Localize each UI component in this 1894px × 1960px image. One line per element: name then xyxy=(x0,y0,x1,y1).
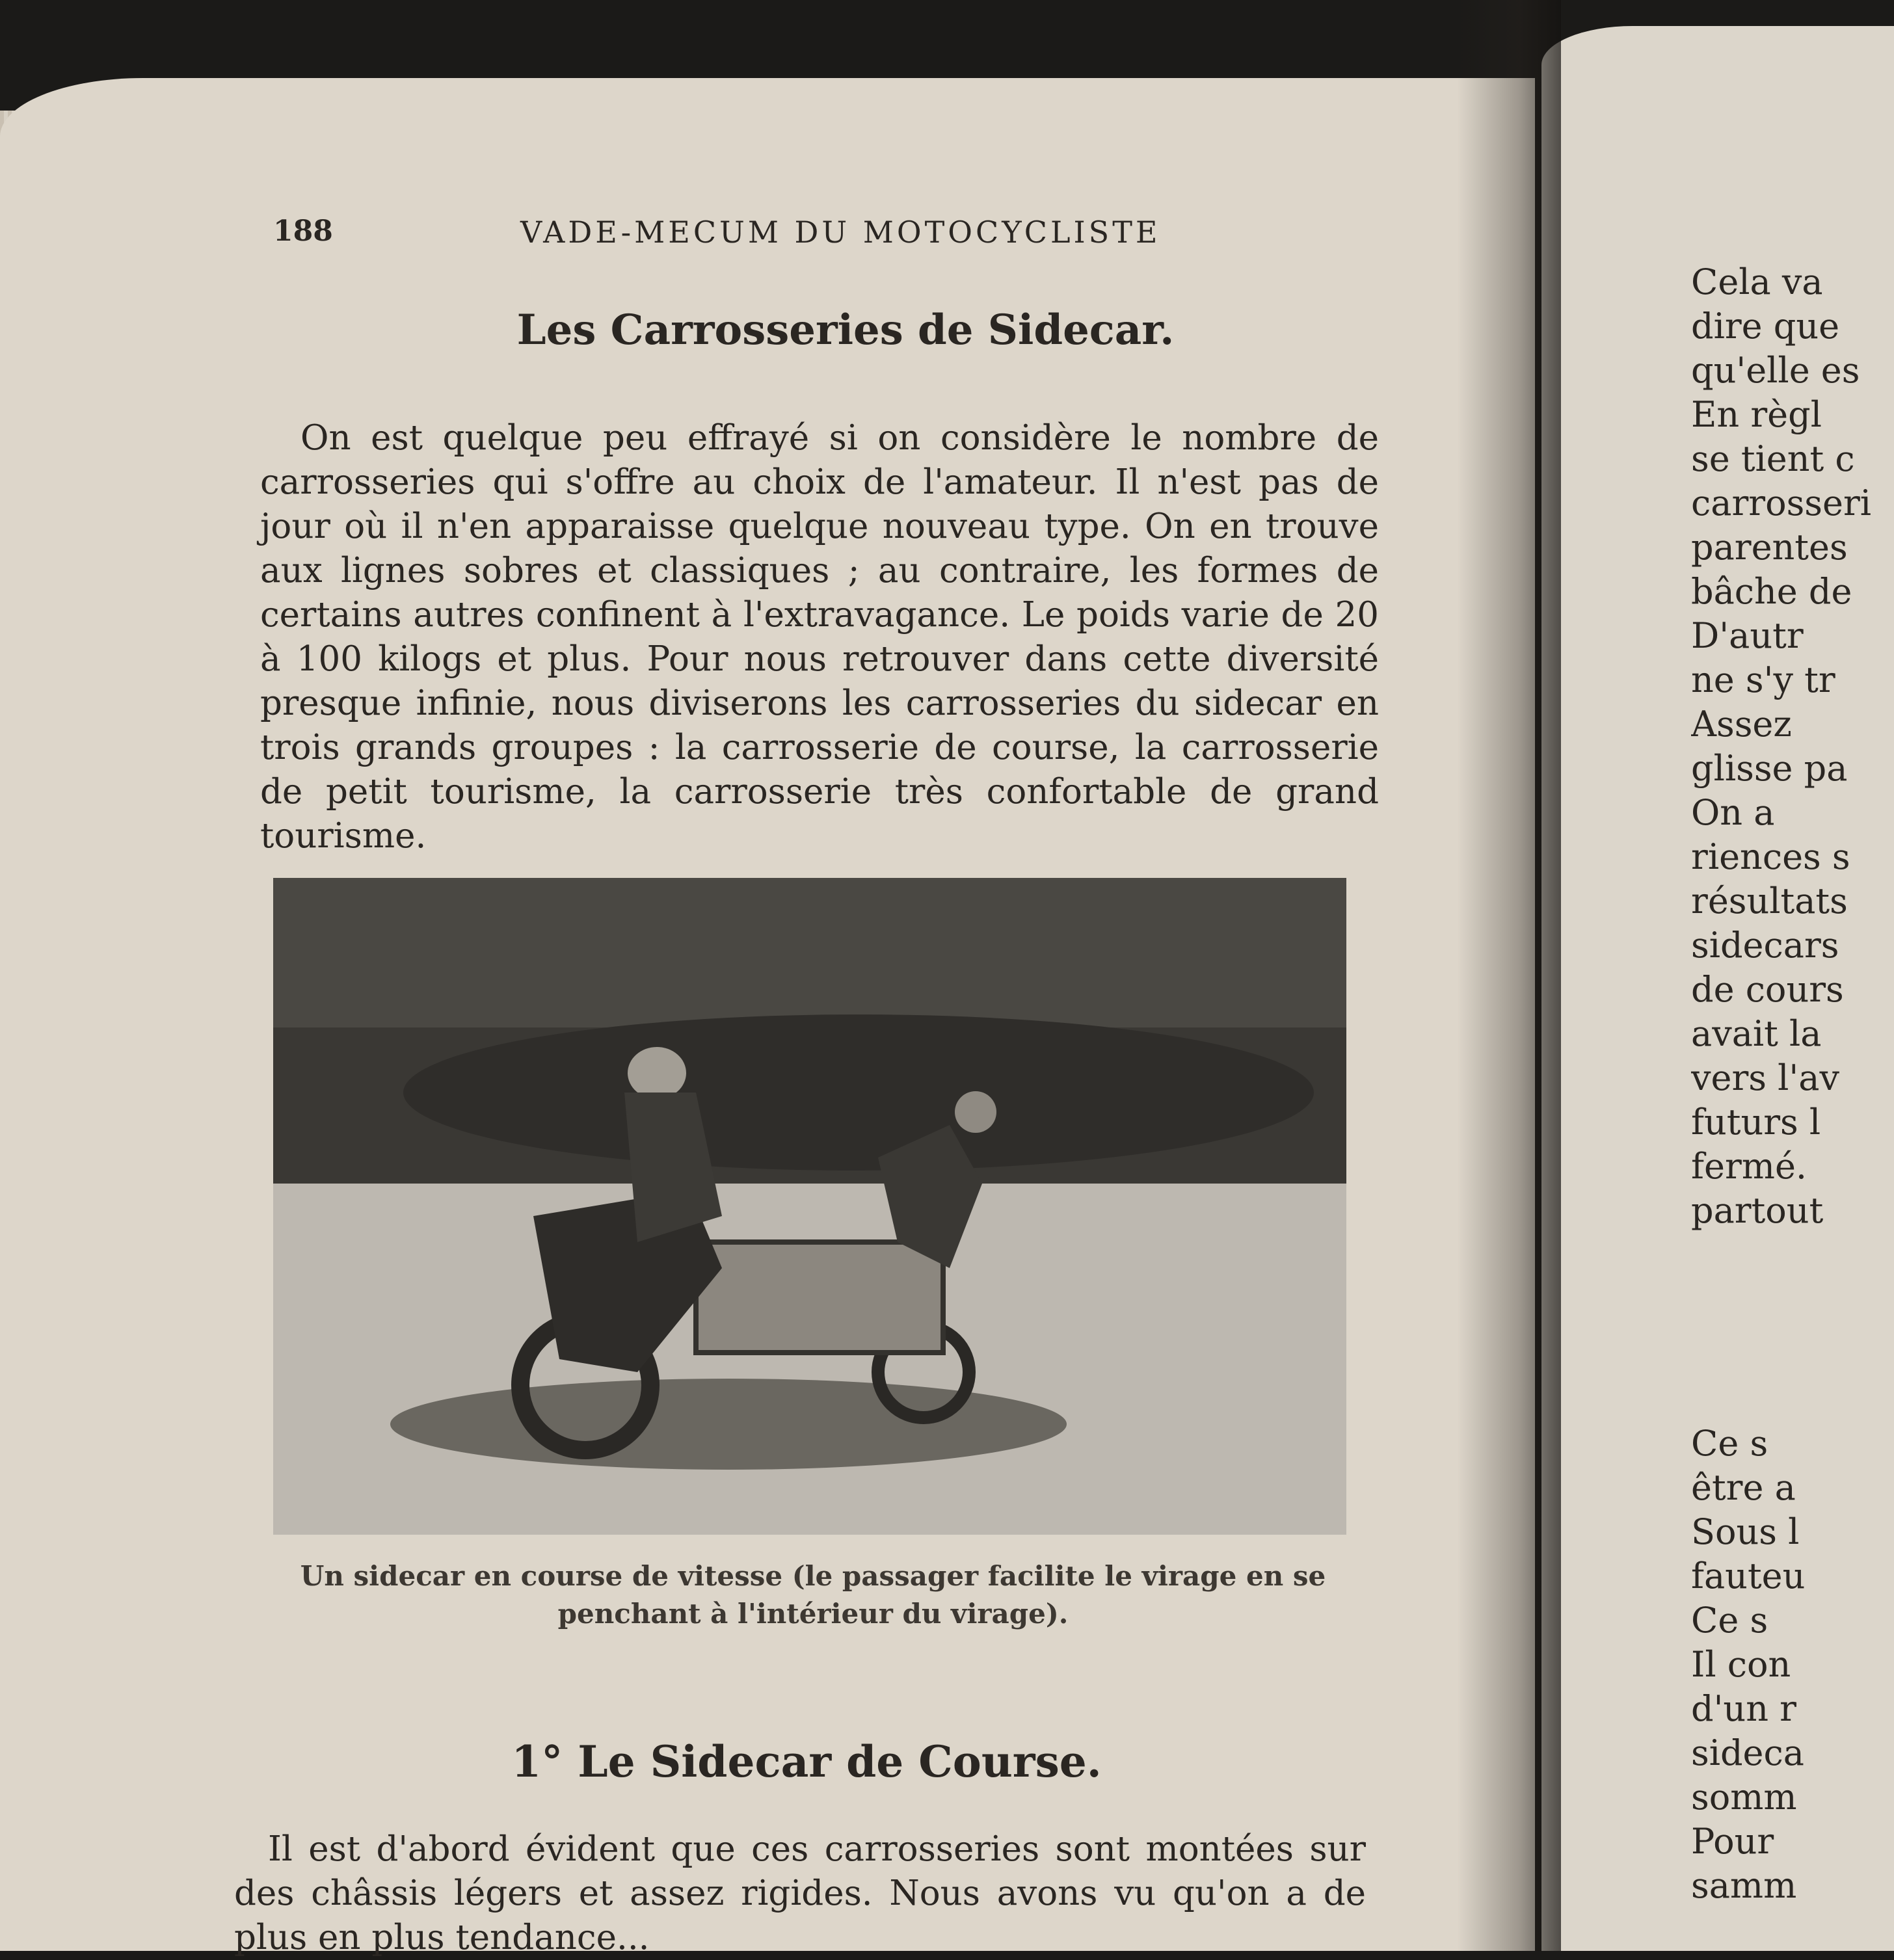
right-line: D'autr xyxy=(1691,615,1804,656)
page-number: 188 xyxy=(273,215,333,248)
right-line: se tient c xyxy=(1691,438,1855,479)
right-line: dire que xyxy=(1691,306,1840,347)
right-line: somm xyxy=(1691,1777,1797,1818)
running-header xyxy=(273,215,1457,254)
sidecar-race-photo xyxy=(273,878,1346,1535)
right-line: qu'elle es xyxy=(1691,350,1860,391)
right-line: de cours xyxy=(1691,969,1844,1010)
section-title: 1° Le Sidecar de Course. xyxy=(511,1736,1102,1787)
right-line: bâche de xyxy=(1691,571,1852,612)
right-line: être a xyxy=(1691,1467,1796,1508)
right-line: En règl xyxy=(1691,394,1822,435)
right-line: avait la xyxy=(1691,1013,1822,1054)
right-line: riences s xyxy=(1691,836,1850,877)
right-line: Assez xyxy=(1691,704,1792,745)
right-gap xyxy=(1691,1233,1894,1422)
intro-paragraph: On est quelque peu effrayé si on considère le nombre de carrosseries qui s'offre au choix de l'amateur. Il n'est pas de jour où il n'en apparaisse quelque nouveau type. On en trouve aux lignes sobres et classiques ; au contraire, les formes de certains autres confinent à l'extravagance. Le poids varie de 20 à 100 kilogs et plus. Pour nous retrouver dans cette diversité presque infinie, nous diviserons les carrosseries du sidecar en trois grands groupes : la carrosserie de course, la carrosserie de petit tourisme, la carrosserie très confortable de grand tourisme. xyxy=(260,418,1379,856)
right-line: ne s'y tr xyxy=(1691,659,1835,700)
right-line: Cela va xyxy=(1691,261,1823,302)
right-line: sideca xyxy=(1691,1732,1804,1773)
course-paragraph: Il est d'abord évident que ces carrosseries sont montées sur des châssis légers et assez rigides. Nous avons vu qu'on a de plus en plus tendance... xyxy=(234,1829,1366,1957)
right-line: Ce s xyxy=(1691,1423,1768,1464)
right-line: vers l'av xyxy=(1691,1057,1839,1098)
right-line: carrosseri xyxy=(1691,483,1872,523)
right-line: Pour xyxy=(1691,1821,1774,1862)
right-line: fermé. xyxy=(1691,1146,1807,1187)
page-title: Les Carrosseries de Sidecar. xyxy=(516,306,1175,354)
right-line: parentes xyxy=(1691,527,1848,568)
sidecar-race-illustration xyxy=(273,878,1346,1535)
photo-caption: Un sidecar en course de vitesse (le passager facilite le virage en se penchant à l'intérieur du virage). xyxy=(300,1560,1326,1630)
right-line: On a xyxy=(1691,792,1775,833)
right-line: futurs l xyxy=(1691,1102,1821,1143)
running-header-title: VADE-MECUM DU MOTOCYCLISTE xyxy=(520,215,1161,250)
book-gutter xyxy=(1457,0,1561,1951)
right-line: sidecars xyxy=(1691,925,1839,966)
right-page-text xyxy=(1691,260,1894,1908)
right-line: Ce s xyxy=(1691,1600,1768,1641)
right-line: partout xyxy=(1691,1190,1824,1231)
right-line: Il con xyxy=(1691,1644,1791,1685)
right-line: glisse pa xyxy=(1691,748,1848,789)
right-line: d'un r xyxy=(1691,1688,1796,1729)
right-line: résultats xyxy=(1691,881,1848,921)
right-line: samm xyxy=(1691,1865,1797,1906)
right-line: fauteu xyxy=(1691,1556,1806,1596)
right-line: Sous l xyxy=(1691,1511,1800,1552)
